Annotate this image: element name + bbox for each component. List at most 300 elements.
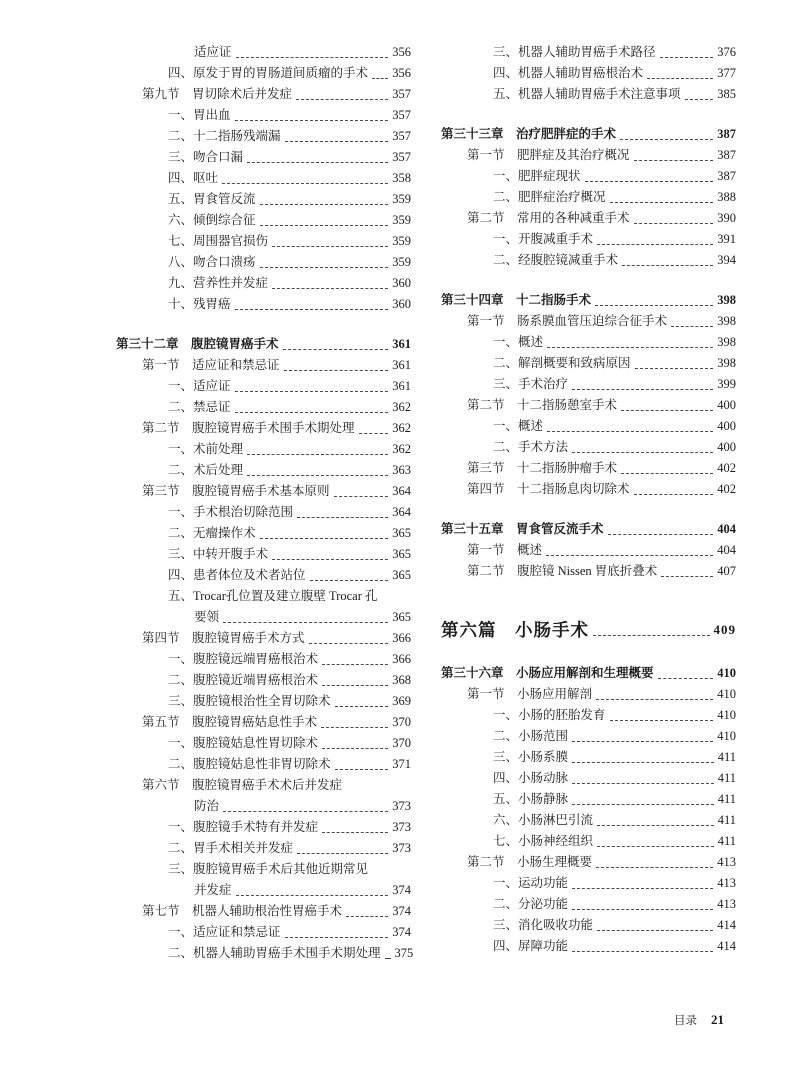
toc-entry-title: 第二节 腹腔镜 Nissen 胃底折叠术 (467, 564, 658, 578)
toc-entry (441, 332, 736, 353)
toc-entry (441, 873, 736, 894)
toc-entry (441, 747, 736, 768)
toc-entry-page-number: 368 (392, 673, 411, 687)
toc-dot-leader (284, 370, 389, 371)
toc-entry (116, 355, 411, 376)
toc-dot-leader (334, 496, 389, 497)
toc-dot-leader (546, 555, 713, 556)
toc-entry-page-number: 356 (392, 45, 411, 59)
toc-entry (116, 376, 411, 397)
toc-entry-title: 五、Trocar孔位置及建立腹壁 Trocar 孔 (168, 589, 378, 603)
toc-entry-title: 二、机器人辅助胃癌手术围手术期处理 (168, 946, 381, 960)
toc-entry (116, 943, 414, 964)
toc-dot-leader (322, 685, 388, 686)
toc-column-left (116, 42, 414, 964)
toc-entry-title: 第二节 十二指肠憩室手术 (467, 398, 618, 412)
toc-entry-page-number: 361 (392, 358, 411, 372)
toc-dot-leader (335, 769, 389, 770)
toc-entry (116, 126, 411, 147)
toc-entry (116, 838, 411, 859)
toc-entry-title: 四、呕吐 (168, 171, 219, 185)
toc-entry-title: 二、小肠范围 (493, 729, 569, 743)
toc-entry-title: 第一节 肠系膜血管压迫综合征手术 (467, 314, 668, 328)
toc-entry-page-number: 361 (392, 337, 411, 351)
toc-entry-title: 二、腹腔镜近端胃癌根治术 (168, 673, 319, 687)
toc-dot-leader (685, 99, 714, 100)
toc-entry (441, 684, 736, 705)
toc-entry-page-number: 387 (717, 148, 736, 162)
toc-entry-page-number: 357 (392, 108, 411, 122)
toc-entry-title: 四、患者体位及术者站位 (168, 568, 306, 582)
toc-dot-leader (572, 888, 713, 889)
toc-dot-leader (547, 431, 713, 432)
toc-entry (441, 479, 736, 500)
toc-entry-title: 第二节 小肠生理概要 (467, 855, 593, 869)
toc-entry-title: 三、中转开腹手术 (168, 547, 269, 561)
toc-entry-page-number: 390 (717, 211, 736, 225)
toc-entry-page-number: 358 (392, 171, 411, 185)
toc-entry (116, 796, 411, 817)
toc-entry-title: 一、开腹减重手术 (493, 232, 594, 246)
toc-entry-page-number: 370 (392, 736, 411, 750)
toc-entry-page-number: 388 (717, 190, 736, 204)
toc-dot-leader (272, 246, 388, 247)
toc-entry (441, 768, 736, 789)
toc-entry (116, 294, 411, 315)
toc-entry-page-number: 360 (392, 297, 411, 311)
toc-entry-title: 一、运动功能 (493, 876, 569, 890)
toc-entry-title: 四、原发于胃的胃肠道间质瘤的手术 (168, 66, 369, 80)
toc-entry (116, 481, 411, 502)
toc-entry-page-number: 362 (392, 421, 411, 435)
toc-entry (441, 250, 736, 271)
toc-entry-title: 五、机器人辅助胃癌手术注意事项 (493, 87, 681, 101)
toc-entry (441, 705, 736, 726)
toc-entry-title: 第一节 适应证和禁忌证 (142, 358, 280, 372)
toc-entry-title: 二、肥胖症治疗概况 (493, 190, 606, 204)
toc-entry-page-number: 362 (392, 442, 411, 456)
toc-entry (441, 84, 736, 105)
toc-entry (116, 628, 411, 649)
toc-entry (441, 187, 736, 208)
toc-entry-title: 二、解剖概要和致病原因 (493, 356, 631, 370)
toc-entry-title: 三、消化吸收功能 (493, 918, 594, 932)
toc-entry (116, 231, 411, 252)
toc-entry-title: 一、适应证 (168, 379, 231, 393)
toc-entry-title: 四、小肠动脉 (493, 771, 569, 785)
toc-dot-leader (593, 635, 710, 636)
toc-dot-leader (359, 433, 389, 434)
toc-entry-page-number: 385 (717, 87, 736, 101)
toc-entry (116, 733, 411, 754)
toc-entry (441, 894, 736, 915)
toc-dot-leader (634, 494, 714, 495)
toc-entry-page-number: 411 (717, 750, 736, 764)
toc-entry-title: 三、机器人辅助胃癌手术路径 (493, 45, 656, 59)
toc-dot-leader (597, 825, 714, 826)
toc-entry (116, 901, 411, 922)
toc-entry-page-number: 409 (713, 622, 736, 637)
toc-entry-title: 第三节 十二指肠肿瘤手术 (467, 461, 618, 475)
toc-entry (441, 831, 736, 852)
toc-entry (116, 147, 411, 168)
toc-entry-title: 三、腹腔镜胃癌手术后其他近期常见 (168, 862, 369, 876)
toc-dot-leader (285, 937, 389, 938)
toc-entry (441, 616, 736, 644)
toc-entry-page-number: 361 (392, 379, 411, 393)
toc-entry-page-number: 398 (717, 314, 736, 328)
toc-entry-page-number: 374 (392, 883, 411, 897)
toc-entry-title: 五、胃食管反流 (168, 192, 256, 206)
toc-entry-page-number: 364 (392, 505, 411, 519)
toc-entry (441, 124, 736, 145)
toc-dot-leader (621, 410, 713, 411)
toc-entry-title: 三、小肠系膜 (493, 750, 569, 764)
toc-dot-leader (272, 559, 388, 560)
toc-dot-leader (236, 895, 389, 896)
toc-entry-page-number: 411 (717, 771, 736, 785)
toc-entry (441, 229, 736, 250)
toc-entry (441, 561, 736, 582)
toc-entry (116, 63, 411, 84)
toc-entry-page-number: 360 (392, 276, 411, 290)
toc-entry (116, 649, 411, 670)
toc-entry-page-number: 357 (392, 150, 411, 164)
toc-dot-leader (634, 223, 714, 224)
toc-dot-leader (661, 576, 713, 577)
toc-dot-leader (595, 305, 713, 306)
toc-entry-title: 第一节 肥胖症及其治疗概况 (467, 148, 630, 162)
toc-dot-leader (658, 678, 714, 679)
toc-dot-leader (297, 853, 388, 854)
toc-entry-title: 第三十四章 十二指肠手术 (441, 293, 592, 307)
toc-entry-title: 六、小肠淋巴引流 (493, 813, 594, 827)
toc-entry-page-number: 364 (392, 484, 411, 498)
toc-entry-page-number: 413 (717, 897, 736, 911)
toc-entry-title: 第三十二章 腹腔镜胃癌手术 (116, 337, 279, 351)
toc-entry (116, 922, 411, 943)
toc-entry-title: 二、十二指肠残端漏 (168, 129, 281, 143)
toc-entry-title: 第三十三章 治疗肥胖症的手术 (441, 127, 617, 141)
toc-dot-leader (260, 225, 389, 226)
toc-entry (441, 42, 736, 63)
toc-dot-leader (322, 832, 388, 833)
toc-entry (116, 418, 411, 439)
toc-entry-page-number: 404 (717, 522, 736, 536)
toc-entry-title: 四、机器人辅助胃癌根治术 (493, 66, 644, 80)
toc-column-right (441, 42, 736, 964)
toc-dot-leader (260, 204, 389, 205)
toc-entry (441, 852, 736, 873)
toc-dot-leader (223, 811, 388, 812)
toc-dot-leader (572, 389, 713, 390)
footer-page-number: 21 (711, 1012, 724, 1027)
toc-entry (116, 460, 411, 481)
toc-entry-page-number: 400 (717, 419, 736, 433)
toc-dot-leader (585, 181, 714, 182)
toc-entry-title: 一、胃出血 (168, 108, 231, 122)
toc-entry-page-number: 407 (717, 564, 736, 578)
toc-entry (116, 42, 411, 63)
toc-entry-page-number: 369 (392, 694, 411, 708)
toc-dot-leader (647, 78, 713, 79)
toc-entry-title: 二、经腹腔镜减重手术 (493, 253, 619, 267)
toc-entry-page-number: 374 (392, 925, 411, 939)
toc-entry-title: 七、周围器官损伤 (168, 234, 269, 248)
toc-entry-page-number: 357 (392, 87, 411, 101)
toc-entry (441, 810, 736, 831)
toc-entry-page-number: 365 (392, 610, 411, 624)
toc-entry (116, 84, 411, 105)
toc-entry (441, 789, 736, 810)
toc-dot-leader (572, 452, 713, 453)
toc-entry-title: 二、禁忌证 (168, 400, 231, 414)
toc-entry (116, 273, 411, 294)
toc-entry-page-number: 366 (392, 652, 411, 666)
toc-dot-leader (610, 720, 714, 721)
toc-entry-page-number: 376 (717, 45, 736, 59)
toc-entry-page-number: 359 (392, 255, 411, 269)
toc-dot-leader (223, 622, 388, 623)
page-footer (674, 1012, 724, 1028)
toc-entry (116, 565, 411, 586)
toc-entry (441, 936, 736, 957)
toc-entry-page-number: 411 (717, 813, 736, 827)
toc-entry (441, 726, 736, 747)
toc-dot-leader (322, 664, 388, 665)
toc-entry (116, 210, 411, 231)
toc-entry-page-number: 410 (717, 729, 736, 743)
toc-dot-leader (608, 534, 714, 535)
toc-entry-page-number: 359 (392, 234, 411, 248)
toc-entry (441, 166, 736, 187)
toc-entry-title: 一、肥胖症现状 (493, 169, 581, 183)
toc-entry (441, 63, 736, 84)
toc-entry-title: 三、腹腔镜根治性全胃切除术 (168, 694, 331, 708)
toc-entry-page-number: 362 (392, 400, 411, 414)
toc-entry-page-number: 365 (392, 547, 411, 561)
toc-entry-title: 一、腹腔镜手术特有并发症 (168, 820, 319, 834)
toc-entry-page-number: 400 (717, 440, 736, 454)
toc-entry (441, 458, 736, 479)
toc-dot-leader (597, 846, 714, 847)
toc-entry-title: 五、小肠静脉 (493, 792, 569, 806)
toc-entry (116, 859, 411, 880)
toc-entry-page-number: 410 (717, 666, 736, 680)
toc-entry (116, 168, 411, 189)
toc-entry (441, 540, 736, 561)
toc-entry-page-number: 391 (717, 232, 736, 246)
toc-entry-page-number: 410 (717, 708, 736, 722)
toc-dot-leader (385, 958, 391, 959)
toc-entry (441, 663, 736, 684)
toc-dot-leader (621, 473, 713, 474)
toc-entry-page-number: 366 (392, 631, 411, 645)
toc-entry-title: 三、手术治疗 (493, 377, 569, 391)
toc-entry (116, 754, 411, 775)
toc-dot-leader (660, 57, 714, 58)
toc-dot-leader (572, 804, 714, 805)
toc-entry-page-number: 374 (392, 904, 411, 918)
toc-entry (441, 145, 736, 166)
toc-dot-leader (297, 517, 388, 518)
toc-entry-title: 并发症 (194, 883, 232, 897)
toc-entry-page-number: 411 (717, 792, 736, 806)
toc-entry-page-number: 359 (392, 192, 411, 206)
toc-entry-title: 第四节 腹腔镜胃癌手术方式 (142, 631, 305, 645)
toc-dot-leader (235, 309, 389, 310)
toc-entry-title: 适应证 (194, 45, 232, 59)
toc-entry-page-number: 387 (717, 127, 736, 141)
toc-entry (116, 817, 411, 838)
toc-entry-title: 第一节 小肠应用解剖 (467, 687, 593, 701)
toc-entry-page-number: 365 (392, 526, 411, 540)
toc-entry-page-number: 373 (392, 799, 411, 813)
toc-entry-page-number: 363 (392, 463, 411, 477)
toc-dot-leader (310, 580, 389, 581)
toc-entry-title: 一、小肠的胚胎发育 (493, 708, 606, 722)
toc-entry (441, 290, 736, 311)
toc-entry-title: 防治 (194, 799, 220, 813)
toc-entry-page-number: 413 (717, 876, 736, 890)
toc-dot-leader (572, 951, 713, 952)
footer-section-label: 目录 (674, 1015, 697, 1027)
toc-dot-leader (572, 762, 714, 763)
toc-entry-title: 第六节 腹腔镜胃癌手术术后并发症 (142, 778, 343, 792)
toc-entry (441, 416, 736, 437)
toc-entry (116, 189, 411, 210)
toc-dot-leader (235, 412, 389, 413)
toc-entry-title: 四、屏障功能 (493, 939, 569, 953)
toc-entry-title: 第七节 机器人辅助根治性胃癌手术 (142, 904, 343, 918)
toc-dot-leader (222, 183, 388, 184)
toc-entry-title: 第一节 概述 (467, 543, 543, 557)
toc-entry-title: 一、术前处理 (168, 442, 244, 456)
toc-entry (116, 880, 411, 901)
toc-entry-page-number: 373 (392, 820, 411, 834)
toc-entry-title: 要领 (194, 610, 220, 624)
toc-entry-page-number: 414 (717, 939, 736, 953)
toc-entry-page-number: 373 (392, 841, 411, 855)
toc-dot-leader (335, 706, 389, 707)
toc-entry-title: 第五节 腹腔镜胃癌姑息性手术 (142, 715, 318, 729)
toc-dot-leader (572, 909, 713, 910)
toc-entry-title: 一、手术根治切除范围 (168, 505, 294, 519)
toc-dot-leader (272, 288, 388, 289)
toc-entry (116, 334, 411, 355)
toc-dot-leader (285, 141, 389, 142)
toc-entry-title: 二、分泌功能 (493, 897, 569, 911)
toc-entry-title: 第四节 十二指肠息肉切除术 (467, 482, 630, 496)
toc-entry-title: 三、吻合口漏 (168, 150, 244, 164)
toc-entry (116, 502, 411, 523)
toc-entry-page-number: 399 (717, 377, 736, 391)
toc-entry-page-number: 398 (717, 356, 736, 370)
toc-entry-title: 一、概述 (493, 335, 544, 349)
toc-entry-page-number: 377 (717, 66, 736, 80)
toc-entry-page-number: 357 (392, 129, 411, 143)
toc-dot-leader (260, 267, 389, 268)
toc-entry (441, 353, 736, 374)
toc-entry-page-number: 365 (392, 568, 411, 582)
toc-dot-leader (622, 265, 713, 266)
toc-entry-page-number: 402 (717, 461, 736, 475)
toc-dot-leader (235, 120, 389, 121)
toc-entry (441, 208, 736, 229)
toc-entry-page-number: 387 (717, 169, 736, 183)
toc-entry-page-number: 413 (717, 855, 736, 869)
toc-entry-page-number: 398 (717, 335, 736, 349)
toc-dot-leader (247, 475, 388, 476)
toc-dot-leader (322, 748, 388, 749)
toc-entry-title: 九、营养性并发症 (168, 276, 269, 290)
toc-entry-title: 二、胃手术相关并发症 (168, 841, 294, 855)
toc-entry-title: 十、残胃癌 (168, 297, 231, 311)
toc-entry (116, 439, 411, 460)
toc-entry-title: 一、适应证和禁忌证 (168, 925, 281, 939)
toc-entry (116, 775, 411, 796)
toc-entry-title: 七、小肠神经组织 (493, 834, 594, 848)
toc-entry-page-number: 404 (717, 543, 736, 557)
toc-entry-page-number: 371 (392, 757, 411, 771)
toc-entry (116, 523, 411, 544)
toc-dot-leader (572, 783, 714, 784)
toc-entry-title: 第三十五章 胃食管反流手术 (441, 522, 604, 536)
toc-dot-leader (260, 538, 389, 539)
toc-dot-leader (309, 643, 389, 644)
toc-entry (441, 519, 736, 540)
toc-entry-page-number: 398 (717, 293, 736, 307)
toc-dot-leader (235, 391, 389, 392)
toc-dot-leader (283, 349, 389, 350)
toc-entry-title: 一、腹腔镜姑息性胃切除术 (168, 736, 319, 750)
toc-entry (116, 712, 411, 733)
toc-entry (116, 105, 411, 126)
toc-dot-leader (247, 162, 388, 163)
toc-entry-title: 八、吻合口溃疡 (168, 255, 256, 269)
toc-dot-leader (610, 202, 714, 203)
toc-entry-title: 六、倾倒综合征 (168, 213, 256, 227)
toc-dot-leader (635, 368, 714, 369)
toc-dot-leader (247, 454, 388, 455)
toc-entry-title: 第二节 常用的各种减重手术 (467, 211, 630, 225)
toc-entry-title: 第六篇 小肠手术 (441, 620, 589, 640)
toc-entry-title: 第三十六章 小肠应用解剖和生理概要 (441, 666, 654, 680)
toc-dot-leader (372, 78, 388, 79)
toc-entry (116, 670, 411, 691)
toc-dot-leader (596, 699, 713, 700)
toc-entry (441, 311, 736, 332)
toc-dot-leader (346, 916, 388, 917)
toc-entry-page-number: 402 (717, 482, 736, 496)
toc-entry (441, 395, 736, 416)
toc-entry-title: 一、概述 (493, 419, 544, 433)
toc-dot-leader (321, 727, 388, 728)
toc-dot-leader (296, 99, 388, 100)
toc-entry (441, 374, 736, 395)
toc-entry-page-number: 411 (717, 834, 736, 848)
toc-entry-title: 第三节 腹腔镜胃癌手术基本原则 (142, 484, 330, 498)
toc-entry-title: 第九节 胃切除术后并发症 (142, 87, 293, 101)
toc-columns (116, 42, 736, 964)
toc-dot-leader (547, 347, 713, 348)
toc-entry (116, 544, 411, 565)
toc-entry (116, 607, 411, 628)
toc-entry (116, 586, 411, 607)
toc-entry-page-number: 356 (392, 66, 411, 80)
toc-entry-title: 二、腹腔镜姑息性非胃切除术 (168, 757, 331, 771)
toc-entry-page-number: 410 (717, 687, 736, 701)
